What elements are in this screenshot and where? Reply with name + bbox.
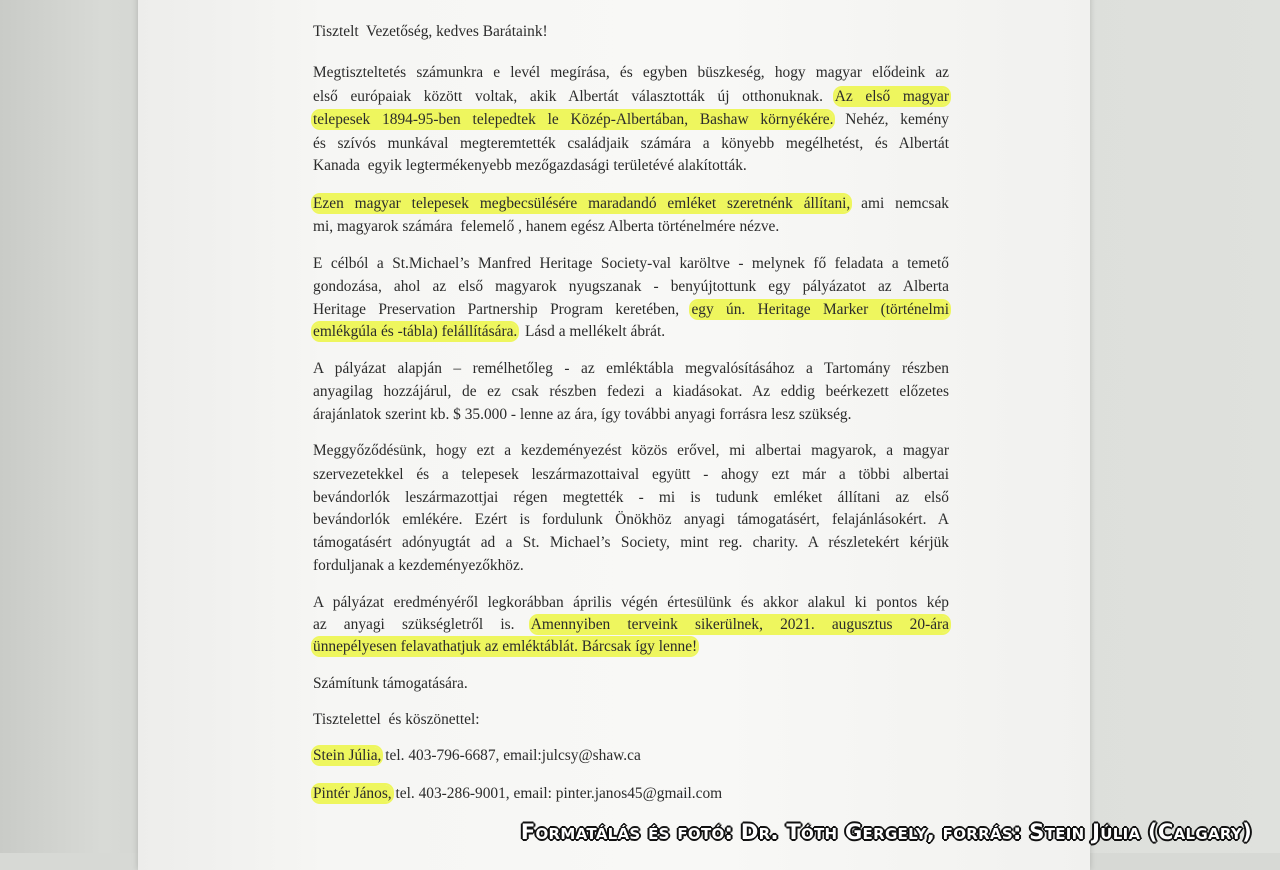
p1-line5: Kanada egyik legtermékenyebb mezőgazdasági területévé alakították. bbox=[313, 157, 747, 174]
p1-line2 bbox=[313, 87, 949, 107]
closing-thanks: Tisztelettel és köszönettel: bbox=[313, 711, 480, 728]
photo-credit-caption: Formatálás és fotó: Dr. Tóth Gergely, forrás: Stein Júlia (Calgary) bbox=[520, 820, 1252, 844]
signature-pinter bbox=[313, 784, 722, 804]
p6-line2-text: az anyagi szükségletről is. bbox=[313, 616, 531, 633]
p1-line1: Megtiszteltetés számunkra e levél megírása, és egyben büszkeség, hogy magyar elődeink az bbox=[313, 64, 949, 81]
p6-line3 bbox=[313, 637, 697, 657]
p1-line4: és szívós munkával megteremtették családjaik számára a könyebb megélhetést, és Albertát bbox=[313, 135, 949, 152]
p4-line2: anyagilag hozzájárul, de ez csak részben fedezi a kiadásokat. Az eddig beérkezett előzetes bbox=[313, 383, 949, 400]
highlight: egy ún. Heritage Marker (történelmi bbox=[691, 301, 949, 318]
p6-line2 bbox=[313, 615, 949, 635]
p5-line2: szervezetekkel és a telepesek leszármazottaival együtt - ahogy ezt már a többi albertai bbox=[313, 466, 949, 483]
signature-stein bbox=[313, 746, 641, 766]
highlight: telepesek 1894-95-ben telepedtek le Közép-Albertában, Bashaw környékére. bbox=[313, 111, 834, 128]
p4-line3: árajánlatok szerint kb. $ 35.000 - lenne az ára, így további anyagi forrásra lesz szükség. bbox=[313, 406, 852, 423]
p5-line1: Meggyőződésünk, hogy ezt a kezdeményezést közös erővel, mi albertai magyarok, a magyar bbox=[313, 442, 949, 459]
highlight: Ezen magyar telepesek megbecsülésére maradandó emléket szeretnénk állítani, bbox=[313, 195, 851, 212]
highlight: Az első magyar bbox=[834, 88, 949, 105]
p3-line4 bbox=[313, 322, 665, 342]
p5-line6: forduljanak a kezdeményezőkhöz. bbox=[313, 557, 524, 574]
closing-line: Számítunk támogatására. bbox=[313, 675, 468, 692]
signer-contact: tel. 403-286-9001, email: pinter.janos45@gmail.com bbox=[391, 785, 723, 802]
p3-line3 bbox=[313, 300, 949, 320]
signer-name: Pintér János, bbox=[313, 785, 392, 802]
p3-line2: gondozása, ahol az első magyarok nyugszanak - benyújtottunk egy pályázatot az Alberta bbox=[313, 278, 949, 295]
p3-line4-text: Lásd a mellékelt ábrát. bbox=[517, 323, 666, 340]
p5-line4: bevándorlók emlékére. Ezért is fordulunk Önökhöz anyagi támogatásért, felajánlásokért. A bbox=[313, 511, 949, 528]
p3-line3-text: Heritage Preservation Partnership Program keretében, bbox=[313, 301, 692, 318]
p2-line1 bbox=[313, 194, 949, 214]
p1-line3-text: Nehéz, kemény bbox=[833, 111, 949, 128]
p2-line2: mi, magyarok számára felemelő , hanem egész Alberta történelmére nézve. bbox=[313, 218, 780, 235]
greeting: Tisztelt Vezetőség, kedves Barátaink! bbox=[313, 23, 548, 40]
highlight: Amennyiben terveink sikerülnek, 2021. augusztus 20-ára bbox=[530, 616, 949, 633]
signer-name: Stein Júlia, bbox=[313, 747, 382, 764]
p5-line5: támogatásért adónyugtát ad a St. Michael’s Society, mint reg. charity. A részletekért kérjük bbox=[313, 534, 949, 551]
highlight: emlékgúla és -tábla) felállítására. bbox=[313, 323, 518, 340]
highlight: ünnepélyesen felavathatjuk az emléktáblát. Bárcsak így lenne! bbox=[313, 638, 698, 655]
p4-line1: A pályázat alapján – remélhetőleg - az emléktábla megvalósításához a Tartomány részben bbox=[313, 360, 949, 377]
p5-line3: bevándorlók leszármazottjai régen megtették - mi is tudunk emléket állítani az első bbox=[313, 489, 949, 506]
p1-line2-text: első európaiak között voltak, akik Albertát választották új otthonuknak. bbox=[313, 88, 835, 105]
letter-sheet bbox=[138, 0, 1090, 870]
p3-line1: E célból a St.Michael’s Manfred Heritage Society-val karöltve - melynek fő feladata a temető bbox=[313, 255, 949, 272]
p2-line1-text: ami nemcsak bbox=[850, 195, 949, 212]
p6-line1: A pályázat eredményéről legkorábban április végén értesülünk és akkor alakul ki pontos kép bbox=[313, 594, 949, 611]
p1-line3 bbox=[313, 110, 949, 130]
signer-contact: tel. 403-796-6687, email:julcsy@shaw.ca bbox=[381, 747, 641, 764]
